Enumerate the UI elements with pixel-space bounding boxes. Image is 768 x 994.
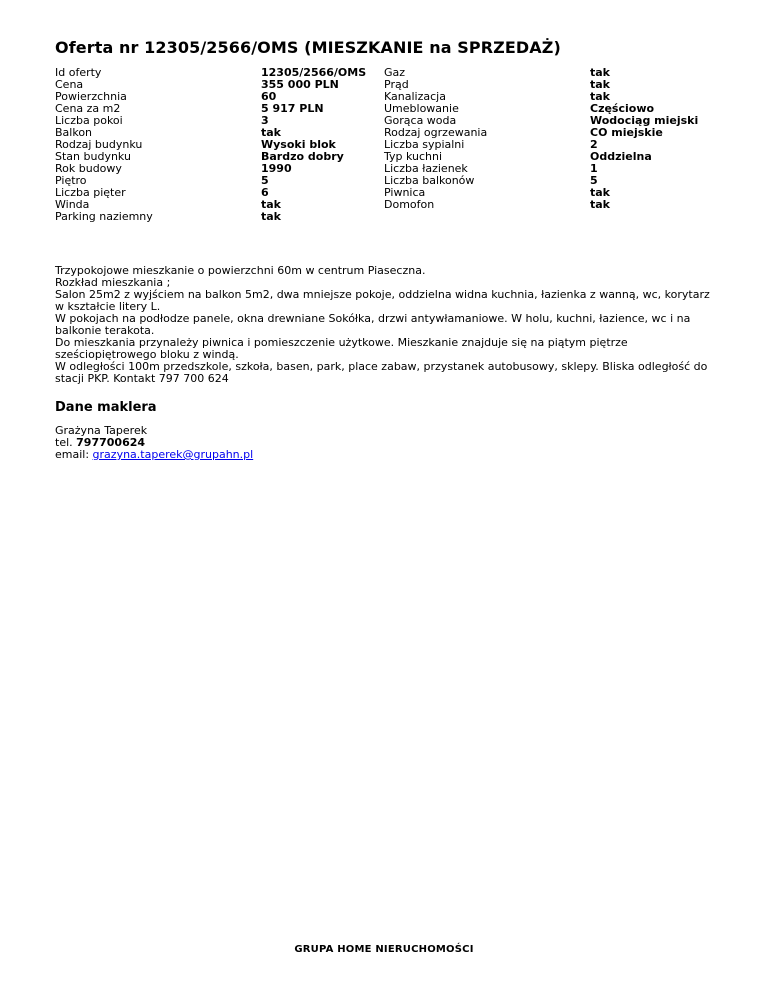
spec-label-balconies: Liczba balkonów bbox=[384, 174, 475, 187]
spec-value-building-condition: Bardzo dobry bbox=[261, 150, 344, 163]
agent-details bbox=[55, 425, 715, 461]
spec-label-year-built: Rok budowy bbox=[55, 162, 122, 175]
spec-label-electricity: Prąd bbox=[384, 78, 409, 91]
spec-label-balcony: Balkon bbox=[55, 126, 93, 139]
spec-label-kitchen-type: Typ kuchni bbox=[384, 150, 443, 163]
spec-value-building-type: Wysoki blok bbox=[261, 138, 336, 151]
spec-value-rooms: 3 bbox=[261, 114, 269, 127]
spec-value-area: 60 bbox=[261, 90, 277, 103]
page-title: Oferta nr 12305/2566/OMS (MIESZKANIE na SPRZEDAŻ) bbox=[55, 38, 561, 57]
spec-label-parking: Parking naziemny bbox=[55, 210, 153, 223]
spec-label-heating: Rodzaj ogrzewania bbox=[384, 126, 488, 139]
spec-value-furnishing: Częściowo bbox=[590, 102, 655, 115]
spec-value-hot-water: Wodociąg miejski bbox=[590, 114, 699, 127]
specs-left-values bbox=[261, 67, 366, 223]
spec-value-heating: CO miejskie bbox=[590, 126, 663, 139]
spec-label-rooms: Liczba pokoi bbox=[55, 114, 123, 127]
spec-label-price: Cena bbox=[55, 78, 84, 91]
spec-label-price-per-m2: Cena za m2 bbox=[55, 102, 121, 115]
spec-value-price: 355 000 PLN bbox=[261, 78, 339, 91]
spec-label-bedrooms: Liczba sypialni bbox=[384, 138, 465, 151]
spec-value-year-built: 1990 bbox=[261, 162, 292, 175]
description-line: Salon 25m2 z wyjściem na balkon 5m2, dwa mniejsze pokoje, oddzielna widna kuchnia, łazienka z wanną, wc, korytarz w kształcie litery L. bbox=[55, 288, 710, 313]
spec-value-balconies: 5 bbox=[590, 174, 598, 187]
spec-value-floor: 5 bbox=[261, 174, 269, 187]
spec-label-intercom: Domofon bbox=[384, 198, 435, 211]
spec-value-basement: tak bbox=[590, 186, 610, 199]
spec-value-bathrooms: 1 bbox=[590, 162, 598, 175]
spec-value-elevator: tak bbox=[261, 198, 281, 211]
spec-value-floor-count: 6 bbox=[261, 186, 269, 199]
description-line: Trzypokojowe mieszkanie o powierzchni 60m w centrum Piaseczna. bbox=[55, 264, 426, 277]
spec-label-furnishing: Umeblowanie bbox=[384, 102, 459, 115]
agent-name: Grażyna Taperek bbox=[55, 424, 148, 437]
spec-value-offer-id: 12305/2566/OMS bbox=[261, 66, 367, 79]
spec-value-electricity: tak bbox=[590, 78, 610, 91]
spec-label-bathrooms: Liczba łazienek bbox=[384, 162, 468, 175]
spec-value-kitchen-type: Oddzielna bbox=[590, 150, 652, 163]
spec-label-basement: Piwnica bbox=[384, 186, 426, 199]
description-line: W pokojach na podłodze panele, okna drewniane Sokółka, drzwi antywłamaniowe. W holu, kuchni, łazience, wc i na balkonie terakota. bbox=[55, 312, 691, 337]
spec-label-elevator: Winda bbox=[55, 198, 90, 211]
spec-label-floor-count: Liczba pięter bbox=[55, 186, 126, 199]
spec-value-sewage: tak bbox=[590, 90, 610, 103]
description-line: Do mieszkania przynależy piwnica i pomieszczenie użytkowe. Mieszkanie znajduje się na piątym piętrze sześciopiętrowego bloku z windą. bbox=[55, 336, 628, 361]
footer-company-name: GRUPA HOME NIERUCHOMOŚCI bbox=[294, 944, 474, 955]
specs-right-labels bbox=[384, 67, 487, 211]
spec-label-hot-water: Gorąca woda bbox=[384, 114, 457, 127]
spec-value-parking: tak bbox=[261, 210, 281, 223]
specs-left-labels bbox=[55, 67, 153, 223]
agent-phone: 797700624 bbox=[76, 436, 146, 449]
spec-label-offer-id: Id oferty bbox=[55, 66, 102, 79]
specs-right-values bbox=[590, 67, 698, 211]
spec-value-gas: tak bbox=[590, 66, 610, 79]
spec-label-sewage: Kanalizacja bbox=[384, 90, 446, 103]
offer-document bbox=[55, 38, 715, 461]
description-line: W odległości 100m przedszkole, szkoła, basen, park, place zabaw, przystanek autobusowy, sklepy. Bliska odległość do stacji PKP. Kontakt 797 700 624 bbox=[55, 360, 708, 385]
agent-phone-label: tel. bbox=[55, 436, 77, 449]
description-line: Rozkład mieszkania ; bbox=[55, 276, 171, 289]
spec-value-bedrooms: 2 bbox=[590, 138, 598, 151]
agent-email-link[interactable]: grazyna.taperek@grupahn.pl bbox=[92, 448, 254, 461]
spec-value-price-per-m2: 5 917 PLN bbox=[261, 102, 324, 115]
agent-email-label: email: bbox=[55, 448, 93, 461]
spec-label-gas: Gaz bbox=[384, 66, 406, 79]
offer-specs bbox=[55, 67, 715, 227]
agent-heading: Dane maklera bbox=[55, 400, 157, 415]
agent-email-row bbox=[55, 449, 715, 461]
offer-description bbox=[55, 265, 715, 385]
spec-value-balcony: tak bbox=[261, 126, 281, 139]
spec-label-area: Powierzchnia bbox=[55, 90, 127, 103]
spec-label-building-condition: Stan budynku bbox=[55, 150, 131, 163]
spec-label-building-type: Rodzaj budynku bbox=[55, 138, 143, 151]
spec-value-intercom: tak bbox=[590, 198, 610, 211]
spec-label-floor: Piętro bbox=[55, 174, 87, 187]
